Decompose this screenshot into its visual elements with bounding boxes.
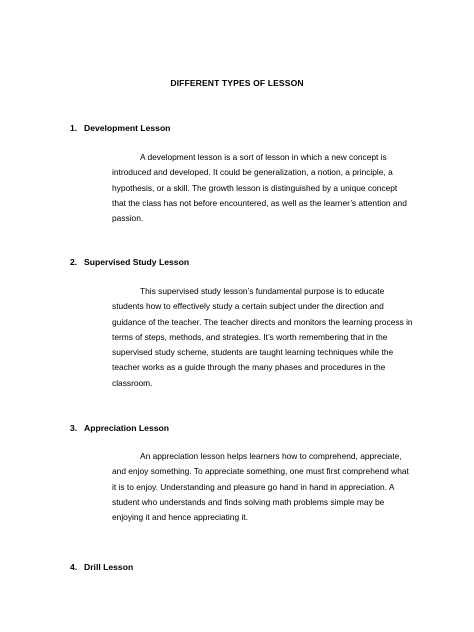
section-title: Appreciation Lesson: [84, 423, 169, 433]
paragraph-line: hypothesis, or a skill. The growth lesson is distinguished by a unique concept: [112, 182, 398, 193]
section-title: Supervised Study Lesson: [84, 257, 190, 267]
paragraph-line: teacher works as a guide through the many phases and procedures in the: [112, 362, 386, 373]
paragraph-line: that the class has not before encountered, as well as the learner’s attention and: [112, 197, 407, 208]
section-number: 2.: [70, 257, 78, 267]
paragraph-line: This supervised study lesson’s fundamental purpose is to educate: [140, 286, 385, 296]
section-paragraph-development: [112, 150, 424, 226]
paragraph-line: it is to enjoy. Understanding and pleasure go hand in hand in appreciation. A: [112, 481, 395, 492]
paragraph-line: terms of steps, methods, and strategies. It’s worth remembering that in the: [112, 331, 388, 342]
section-title: Development Lesson: [84, 123, 171, 133]
paragraph-line: and enjoy something. To appreciate something, one must first comprehend what: [112, 466, 409, 477]
paragraph-line: supervised study scheme, students are taught learning techniques while the: [112, 347, 394, 358]
section-number: 4.: [70, 562, 78, 572]
document-title: DIFFERENT TYPES OF LESSON: [170, 78, 304, 88]
section-heading-development: [70, 123, 170, 133]
section-number: 3.: [70, 423, 78, 433]
section-paragraph-supervised-study: [112, 284, 424, 391]
paragraph-line: passion.: [112, 213, 144, 224]
section-paragraph-appreciation: [112, 449, 424, 525]
paragraph-line: guidance of the teacher. The teacher directs and monitors the learning process in: [112, 316, 413, 327]
paragraph-line: student who understands and finds solving math problems simple may be: [112, 496, 385, 507]
paragraph-line: A development lesson is a sort of lesson in which a new concept is: [140, 152, 387, 162]
paragraph-line: introduced and developed. It could be generalization, a notion, a principle, a: [112, 167, 393, 178]
paragraph-line: classroom.: [112, 377, 153, 388]
paragraph-line: enjoying it and hence appreciating it.: [112, 512, 248, 523]
section-number: 1.: [70, 123, 78, 133]
section-heading-appreciation: [70, 423, 169, 433]
section-heading-supervised-study: [70, 257, 189, 267]
section-heading-drill: [70, 562, 133, 572]
paragraph-line: students how to effectively study a certain subject under the direction and: [112, 301, 384, 312]
section-title: Drill Lesson: [84, 562, 134, 572]
paragraph-line: An appreciation lesson helps learners how to comprehend, appreciate,: [140, 451, 402, 461]
